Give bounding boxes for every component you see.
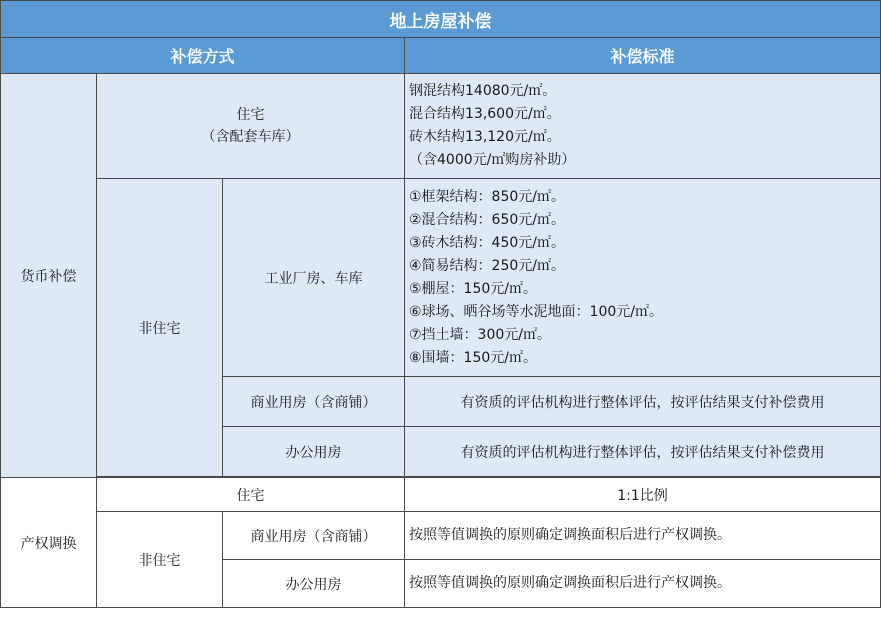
exchange-commercial-standard: 按照等值调换的原则确定调换面积后进行产权调换。 bbox=[405, 512, 881, 560]
monetary-industrial-label: 工业厂房、车库 bbox=[223, 179, 405, 377]
monetary-commercial-standard: 有资质的评估机构进行整体评估，按评估结果支付补偿费用 bbox=[405, 377, 881, 427]
exchange-nonresidential-label: 非住宅 bbox=[97, 512, 223, 608]
standard-line: ⑧围墙：150元/㎡。 bbox=[409, 349, 537, 366]
monetary-residential-label bbox=[97, 74, 405, 179]
standard-line: ⑥球场、晒谷场等水泥地面：100元/㎡。 bbox=[409, 303, 663, 320]
standard-line: ②混合结构：650元/㎡。 bbox=[409, 211, 565, 228]
monetary-commercial-label: 商业用房（含商铺） bbox=[223, 377, 405, 427]
exchange-office-label: 办公用房 bbox=[223, 560, 405, 608]
standard-line: 砖木结构13,120元/㎡。 bbox=[409, 129, 561, 145]
monetary-industrial-standard bbox=[405, 179, 881, 377]
header-method: 补偿方式 bbox=[1, 38, 405, 74]
exchange-label: 产权调换 bbox=[1, 478, 97, 608]
monetary-residential-label-line2: （含配套车库） bbox=[201, 129, 300, 145]
standard-line: ③砖木结构：450元/㎡。 bbox=[409, 234, 565, 251]
monetary-residential-label-line1: 住宅 bbox=[236, 107, 265, 123]
standard-line: ⑦挡土墙：300元/㎡。 bbox=[409, 326, 551, 343]
standard-line: ①框架结构：850元/㎡。 bbox=[409, 188, 565, 205]
standard-line: （含4000元/㎡购房补助） bbox=[409, 152, 576, 168]
exchange-residential-standard: 1:1比例 bbox=[405, 478, 881, 512]
monetary-residential-standard bbox=[405, 74, 881, 179]
standard-line: 钢混结构14080元/㎡。 bbox=[409, 83, 557, 99]
monetary-compensation-label: 货币补偿 bbox=[1, 74, 97, 478]
exchange-residential-label: 住宅 bbox=[97, 478, 405, 512]
standard-line: 混合结构13,600元/㎡。 bbox=[409, 106, 561, 122]
monetary-nonresidential-label: 非住宅 bbox=[97, 179, 223, 477]
standard-line: ⑤棚屋：150元/㎡。 bbox=[409, 280, 537, 297]
header-standard: 补偿标准 bbox=[405, 38, 881, 74]
monetary-office-standard: 有资质的评估机构进行整体评估，按评估结果支付补偿费用 bbox=[405, 427, 881, 477]
exchange-office-standard: 按照等值调换的原则确定调换面积后进行产权调换。 bbox=[405, 560, 881, 608]
monetary-office-label: 办公用房 bbox=[223, 427, 405, 477]
table-title: 地上房屋补偿 bbox=[1, 1, 881, 38]
standard-line: ④简易结构：250元/㎡。 bbox=[409, 257, 565, 274]
exchange-commercial-label: 商业用房（含商铺） bbox=[223, 512, 405, 560]
